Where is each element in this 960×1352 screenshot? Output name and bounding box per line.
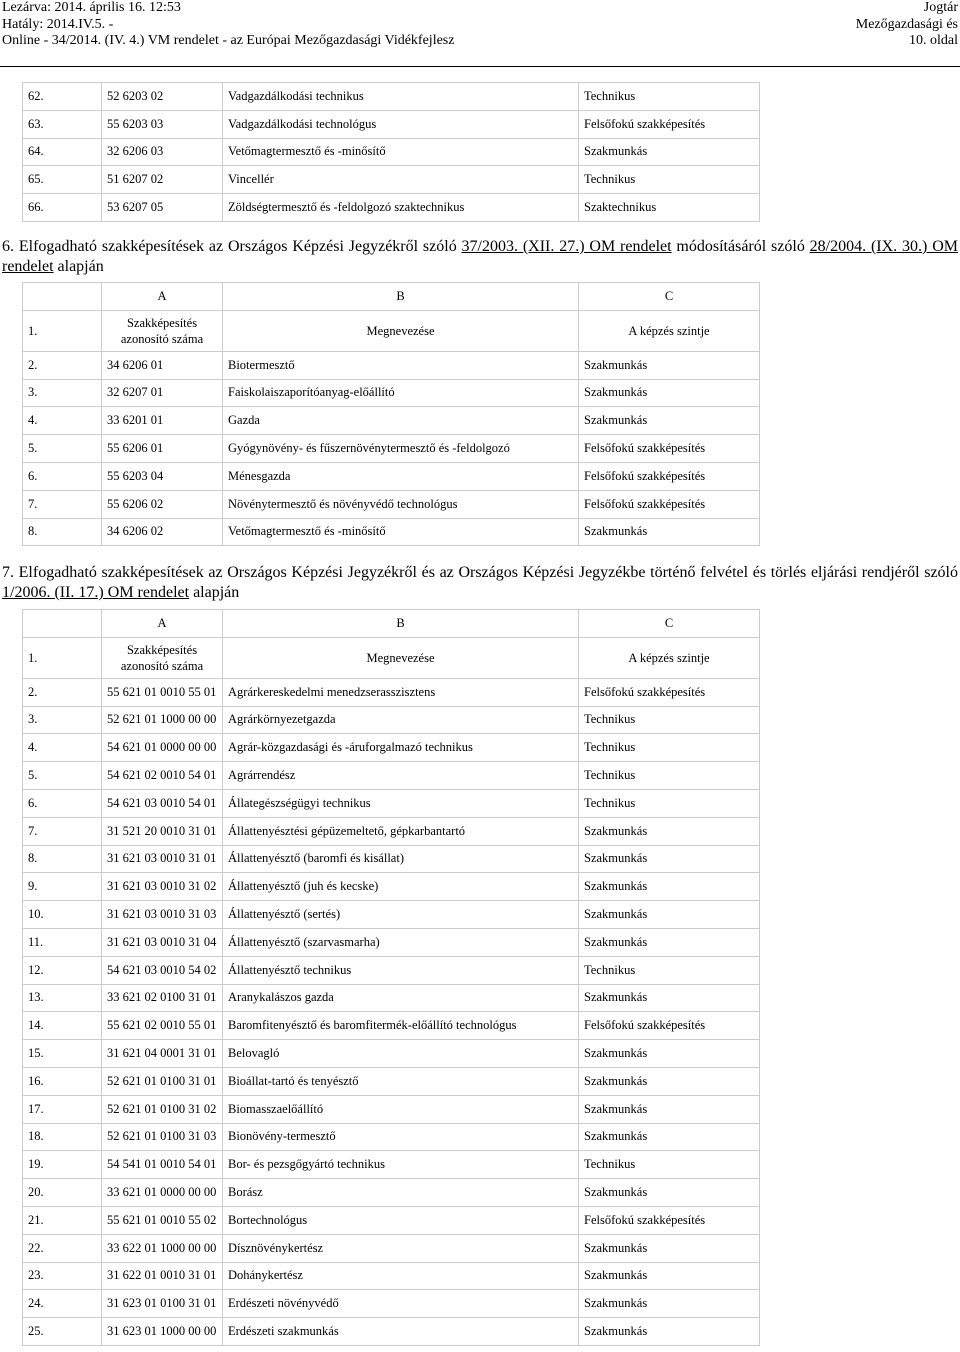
table-row xyxy=(23,706,760,734)
row-number-cell: 13. xyxy=(23,984,102,1012)
row-number-cell: 5. xyxy=(23,762,102,790)
training-level-cell: Szakmunkás xyxy=(579,901,760,929)
section-7-heading-text-end: alapján xyxy=(189,584,240,601)
row-number-cell: 14. xyxy=(23,1012,102,1040)
row-number-cell: 21. xyxy=(23,1206,102,1234)
column-letter-cell: C xyxy=(579,610,760,638)
qualification-name-cell: Borász xyxy=(223,1179,579,1207)
column-header-cell: Megnevezése xyxy=(223,310,579,351)
row-number-cell: 3. xyxy=(23,379,102,407)
table-row xyxy=(23,1234,760,1262)
empty-cell xyxy=(23,283,102,311)
qualification-id-cell: 33 6201 01 xyxy=(102,407,223,435)
qualification-name-cell: Erdészeti növényvédő xyxy=(223,1290,579,1318)
section-6-heading-text-end: alapján xyxy=(53,258,104,275)
training-level-cell: Szakmunkás xyxy=(579,518,760,546)
qualification-id-cell: 54 621 01 0000 00 00 xyxy=(102,734,223,762)
row-number-cell: 64. xyxy=(23,138,102,166)
training-level-cell: Szakmunkás xyxy=(579,928,760,956)
row-number-cell: 25. xyxy=(23,1318,102,1346)
training-level-cell: Szakmunkás xyxy=(579,984,760,1012)
table-row xyxy=(23,817,760,845)
row-number-cell: 24. xyxy=(23,1290,102,1318)
qualification-name-cell: Állattenyésztési gépüzemeltető, gépkarbantartó xyxy=(223,817,579,845)
qualification-id-cell: 32 6206 03 xyxy=(102,138,223,166)
column-header-cell: 1. xyxy=(23,310,102,351)
training-level-cell: Technikus xyxy=(579,83,760,111)
qualification-name-cell: Zöldségtermesztő és -feldolgozó szaktechnikus xyxy=(223,194,579,222)
qualification-name-cell: Dohánykertész xyxy=(223,1262,579,1290)
empty-cell xyxy=(23,610,102,638)
training-level-cell: Felsőfokú szakképesítés xyxy=(579,490,760,518)
training-level-cell: Szakmunkás xyxy=(579,1234,760,1262)
training-level-cell: Szakmunkás xyxy=(579,1040,760,1068)
table-row xyxy=(23,1206,760,1234)
header-document-title: Online - 34/2014. (IV. 4.) VM rendelet - az Európai Mezőgazdasági Vidékfejlesz xyxy=(2,33,455,48)
header-publisher: Jogtár xyxy=(923,0,958,15)
qualification-id-cell: 33 621 01 0000 00 00 xyxy=(102,1179,223,1207)
row-number-cell: 4. xyxy=(23,734,102,762)
table-row xyxy=(23,762,760,790)
qualification-name-cell: Agrárrendész xyxy=(223,762,579,790)
column-letter-cell: A xyxy=(102,283,223,311)
training-level-cell: Technikus xyxy=(579,734,760,762)
row-number-cell: 4. xyxy=(23,407,102,435)
table-row xyxy=(23,984,760,1012)
table-row xyxy=(23,1095,760,1123)
qualification-id-cell: 54 541 01 0010 54 01 xyxy=(102,1151,223,1179)
qualification-name-cell: Agrár-közgazdasági és -áruforgalmazó technikus xyxy=(223,734,579,762)
training-level-cell: Felsőfokú szakképesítés xyxy=(579,1206,760,1234)
row-number-cell: 11. xyxy=(23,928,102,956)
row-number-cell: 7. xyxy=(23,490,102,518)
qualification-name-cell: Állattenyésztő (baromfi és kisállat) xyxy=(223,845,579,873)
row-number-cell: 3. xyxy=(23,706,102,734)
qualification-id-cell: 31 621 04 0001 31 01 xyxy=(102,1040,223,1068)
qualification-name-cell: Agrárkörnyezetgazda xyxy=(223,706,579,734)
row-number-cell: 5. xyxy=(23,435,102,463)
table-row xyxy=(23,110,760,138)
table-row xyxy=(23,1067,760,1095)
regulation-link-1-2006[interactable]: 1/2006. (II. 17.) OM rendelet xyxy=(2,584,190,601)
training-level-cell: Szakmunkás xyxy=(579,379,760,407)
qualification-name-cell: Biomasszaelőállító xyxy=(223,1095,579,1123)
table-row xyxy=(23,873,760,901)
table-row xyxy=(23,351,760,379)
qualification-name-cell: Bor- és pezsgőgyártó technikus xyxy=(223,1151,579,1179)
row-number-cell: 12. xyxy=(23,956,102,984)
qualification-name-cell: Bioállat-tartó és tenyésztő xyxy=(223,1067,579,1095)
table-row xyxy=(23,435,760,463)
qualification-id-cell: 55 6206 02 xyxy=(102,490,223,518)
qualification-id-cell: 51 6207 02 xyxy=(102,166,223,194)
training-level-cell: Szakmunkás xyxy=(579,845,760,873)
qualification-name-cell: Állattenyésztő (szarvasmarha) xyxy=(223,928,579,956)
table-row xyxy=(23,789,760,817)
qualification-id-cell: 52 621 01 0100 31 01 xyxy=(102,1067,223,1095)
qualification-id-cell: 31 622 01 0010 31 01 xyxy=(102,1262,223,1290)
page-header xyxy=(0,0,960,70)
qualification-name-cell: Biotermesztő xyxy=(223,351,579,379)
regulation-link-28-2004[interactable]: 28/2004. (IX. 30.) OM rendelet xyxy=(2,238,958,275)
row-number-cell: 9. xyxy=(23,873,102,901)
training-level-cell: Szakmunkás xyxy=(579,351,760,379)
qualification-id-cell: 31 623 01 0100 31 01 xyxy=(102,1290,223,1318)
training-level-cell: Szakmunkás xyxy=(579,873,760,901)
training-level-cell: Technikus xyxy=(579,706,760,734)
qualification-id-cell: 54 621 03 0010 54 02 xyxy=(102,956,223,984)
qualification-id-cell: 52 621 01 0100 31 03 xyxy=(102,1123,223,1151)
table-row xyxy=(23,166,760,194)
table-row xyxy=(23,138,760,166)
training-level-cell: Technikus xyxy=(579,166,760,194)
section-6-heading xyxy=(2,237,958,277)
qualification-id-cell: 55 6206 01 xyxy=(102,435,223,463)
training-level-cell: Felsőfokú szakképesítés xyxy=(579,110,760,138)
header-left xyxy=(2,0,454,50)
qualification-table-continued xyxy=(22,82,760,222)
row-number-cell: 17. xyxy=(23,1095,102,1123)
training-level-cell: Szakmunkás xyxy=(579,1262,760,1290)
section-7-heading xyxy=(2,563,958,603)
column-letter-cell: C xyxy=(579,283,760,311)
table-row xyxy=(23,1012,760,1040)
row-number-cell: 7. xyxy=(23,817,102,845)
column-letter-row xyxy=(23,610,760,638)
qualification-table-section-7 xyxy=(22,609,760,1346)
qualification-name-cell: Baromfitenyésztő és baromfitermék-előállító technológus xyxy=(223,1012,579,1040)
table-row xyxy=(23,1318,760,1346)
training-level-cell: Szakmunkás xyxy=(579,817,760,845)
training-level-cell: Szakmunkás xyxy=(579,138,760,166)
qualification-name-cell: Gyógynövény- és fűszernövénytermesztő és -feldolgozó xyxy=(223,435,579,463)
row-number-cell: 8. xyxy=(23,518,102,546)
table-row xyxy=(23,734,760,762)
row-number-cell: 65. xyxy=(23,166,102,194)
qualification-name-cell: Vetőmagtermesztő és -minősítő xyxy=(223,518,579,546)
table-header-row xyxy=(23,637,760,678)
qualification-name-cell: Vadgazdálkodási technikus xyxy=(223,83,579,111)
qualification-id-cell: 52 6203 02 xyxy=(102,83,223,111)
table-row xyxy=(23,1151,760,1179)
training-level-cell: Technikus xyxy=(579,1151,760,1179)
qualification-name-cell: Állattenyésztő technikus xyxy=(223,956,579,984)
row-number-cell: 62. xyxy=(23,83,102,111)
qualification-name-cell: Állattenyésztő (juh és kecske) xyxy=(223,873,579,901)
table-row xyxy=(23,956,760,984)
table-row xyxy=(23,845,760,873)
table-row xyxy=(23,928,760,956)
table-row xyxy=(23,379,760,407)
table-row xyxy=(23,678,760,706)
training-level-cell: Felsőfokú szakképesítés xyxy=(579,435,760,463)
row-number-cell: 10. xyxy=(23,901,102,929)
training-level-cell: Szakmunkás xyxy=(579,1123,760,1151)
qualification-name-cell: Gazda xyxy=(223,407,579,435)
training-level-cell: Felsőfokú szakképesítés xyxy=(579,1012,760,1040)
header-page-number: 10. oldal xyxy=(909,33,958,48)
table-header-row xyxy=(23,310,760,351)
qualification-id-cell: 55 621 01 0010 55 02 xyxy=(102,1206,223,1234)
header-effective-date: Hatály: 2014.IV.5. - xyxy=(2,16,114,32)
column-header-cell: A képzés szintje xyxy=(579,310,760,351)
qualification-name-cell: Bortechnológus xyxy=(223,1206,579,1234)
row-number-cell: 8. xyxy=(23,845,102,873)
qualification-name-cell: Erdészeti szakmunkás xyxy=(223,1318,579,1346)
table-row xyxy=(23,407,760,435)
table-row xyxy=(23,490,760,518)
training-level-cell: Technikus xyxy=(579,956,760,984)
qualification-id-cell: 31 621 03 0010 31 04 xyxy=(102,928,223,956)
row-number-cell: 16. xyxy=(23,1067,102,1095)
column-header-cell: Szakképesítés azonosító száma xyxy=(102,637,223,678)
row-number-cell: 23. xyxy=(23,1262,102,1290)
training-level-cell: Technikus xyxy=(579,789,760,817)
training-level-cell: Felsőfokú szakképesítés xyxy=(579,678,760,706)
qualification-id-cell: 33 621 02 0100 31 01 xyxy=(102,984,223,1012)
qualification-name-cell: Állategészségügyi technikus xyxy=(223,789,579,817)
qualification-name-cell: Bionövény-termesztő xyxy=(223,1123,579,1151)
qualification-name-cell: Dísznövénykertész xyxy=(223,1234,579,1262)
column-letter-cell: B xyxy=(223,283,579,311)
header-category: Mezőgazdasági és xyxy=(855,16,958,32)
qualification-table-section-6 xyxy=(22,282,760,546)
section-6-heading-text: 6. Elfogadható szakképesítések az Országos Képzési Jegyzékről szóló xyxy=(2,238,462,255)
qualification-name-cell: Agrárkereskedelmi menedzserasszisztens xyxy=(223,678,579,706)
qualification-id-cell: 52 621 01 1000 00 00 xyxy=(102,706,223,734)
column-header-cell: A képzés szintje xyxy=(579,637,760,678)
row-number-cell: 6. xyxy=(23,789,102,817)
training-level-cell: Szakmunkás xyxy=(579,1290,760,1318)
table-row xyxy=(23,462,760,490)
row-number-cell: 15. xyxy=(23,1040,102,1068)
header-divider xyxy=(0,66,960,67)
header-right xyxy=(856,0,958,50)
qualification-id-cell: 34 6206 02 xyxy=(102,518,223,546)
table-row xyxy=(23,194,760,222)
qualification-name-cell: Faiskolaiszaporítóanyag-előállító xyxy=(223,379,579,407)
table-row xyxy=(23,518,760,546)
qualification-id-cell: 31 621 03 0010 31 02 xyxy=(102,873,223,901)
qualification-id-cell: 32 6207 01 xyxy=(102,379,223,407)
qualification-id-cell: 55 621 02 0010 55 01 xyxy=(102,1012,223,1040)
training-level-cell: Szakmunkás xyxy=(579,1318,760,1346)
qualification-name-cell: Vincellér xyxy=(223,166,579,194)
table-row xyxy=(23,1262,760,1290)
qualification-name-cell: Növénytermesztő és növényvédő technológus xyxy=(223,490,579,518)
qualification-id-cell: 31 623 01 1000 00 00 xyxy=(102,1318,223,1346)
column-letter-cell: A xyxy=(102,610,223,638)
row-number-cell: 6. xyxy=(23,462,102,490)
table-row xyxy=(23,1040,760,1068)
training-level-cell: Felsőfokú szakképesítés xyxy=(579,462,760,490)
qualification-id-cell: 54 621 03 0010 54 01 xyxy=(102,789,223,817)
row-number-cell: 66. xyxy=(23,194,102,222)
training-level-cell: Szakmunkás xyxy=(579,1067,760,1095)
qualification-id-cell: 52 621 01 0100 31 02 xyxy=(102,1095,223,1123)
column-letter-row xyxy=(23,283,760,311)
qualification-id-cell: 31 621 03 0010 31 03 xyxy=(102,901,223,929)
row-number-cell: 18. xyxy=(23,1123,102,1151)
column-letter-cell: B xyxy=(223,610,579,638)
table-row xyxy=(23,83,760,111)
column-header-cell: 1. xyxy=(23,637,102,678)
qualification-id-cell: 55 6203 03 xyxy=(102,110,223,138)
qualification-id-cell: 55 6203 04 xyxy=(102,462,223,490)
row-number-cell: 2. xyxy=(23,678,102,706)
column-header-cell: Szakképesítés azonosító száma xyxy=(102,310,223,351)
qualification-id-cell: 31 521 20 0010 31 01 xyxy=(102,817,223,845)
training-level-cell: Szakmunkás xyxy=(579,407,760,435)
training-level-cell: Szakmunkás xyxy=(579,1095,760,1123)
row-number-cell: 2. xyxy=(23,351,102,379)
qualification-name-cell: Ménesgazda xyxy=(223,462,579,490)
qualification-name-cell: Vetőmagtermesztő és -minősítő xyxy=(223,138,579,166)
section-6-heading-text-mid: módosításáról szóló xyxy=(671,238,810,255)
regulation-link-37-2003[interactable]: 37/2003. (XII. 27.) OM rendelet xyxy=(461,238,672,255)
qualification-id-cell: 55 621 01 0010 55 01 xyxy=(102,678,223,706)
qualification-id-cell: 31 621 03 0010 31 01 xyxy=(102,845,223,873)
table-row xyxy=(23,1123,760,1151)
row-number-cell: 63. xyxy=(23,110,102,138)
section-7-heading-text: 7. Elfogadható szakképesítések az Országos Képzési Jegyzékről és az Országos Képzési Jegyzékbe történő felvétel és törlés eljárási rendjéről szóló xyxy=(2,564,958,581)
table-row xyxy=(23,901,760,929)
column-header-cell: Megnevezése xyxy=(223,637,579,678)
qualification-name-cell: Aranykalászos gazda xyxy=(223,984,579,1012)
qualification-name-cell: Belovagló xyxy=(223,1040,579,1068)
qualification-id-cell: 54 621 02 0010 54 01 xyxy=(102,762,223,790)
row-number-cell: 20. xyxy=(23,1179,102,1207)
qualification-id-cell: 34 6206 01 xyxy=(102,351,223,379)
table-row xyxy=(23,1179,760,1207)
qualification-name-cell: Állattenyésztő (sertés) xyxy=(223,901,579,929)
row-number-cell: 22. xyxy=(23,1234,102,1262)
table-row xyxy=(23,1290,760,1318)
qualification-name-cell: Vadgazdálkodási technológus xyxy=(223,110,579,138)
training-level-cell: Szaktechnikus xyxy=(579,194,760,222)
header-closed-date: Lezárva: 2014. április 16. 12:53 xyxy=(2,0,181,15)
training-level-cell: Technikus xyxy=(579,762,760,790)
qualification-id-cell: 53 6207 05 xyxy=(102,194,223,222)
training-level-cell: Szakmunkás xyxy=(579,1179,760,1207)
qualification-id-cell: 33 622 01 1000 00 00 xyxy=(102,1234,223,1262)
row-number-cell: 19. xyxy=(23,1151,102,1179)
